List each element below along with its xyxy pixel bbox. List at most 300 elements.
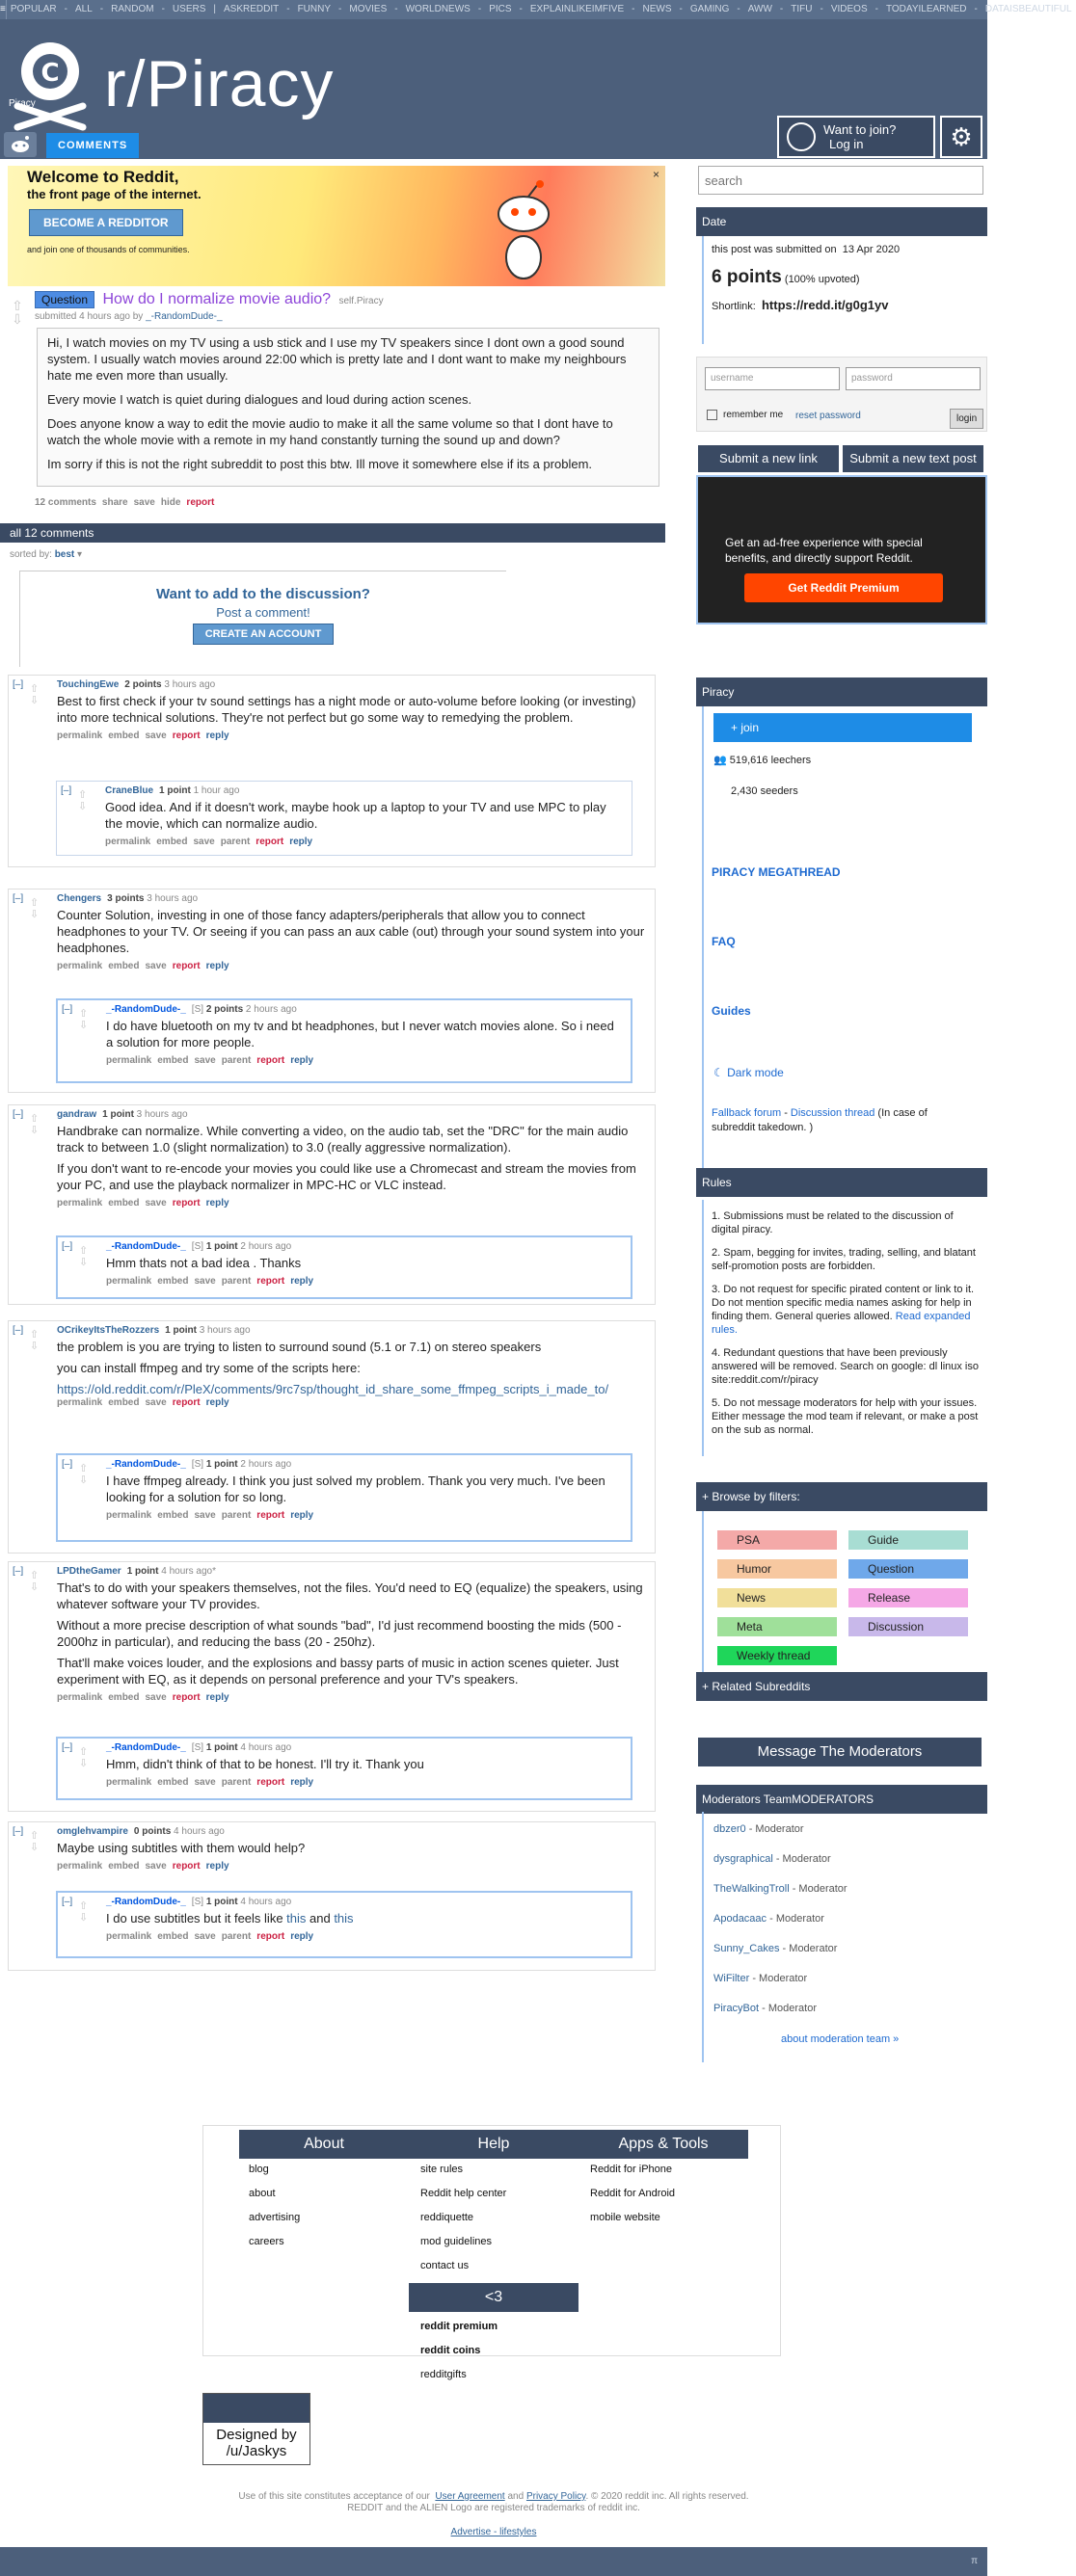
moderator-suffix: - Moderator <box>745 1823 804 1835</box>
moderator-link[interactable]: WiFilter <box>713 1973 750 1984</box>
collapse-toggle[interactable]: [–] <box>13 1826 24 1837</box>
comment-permalink-button[interactable]: permalink <box>105 837 151 847</box>
downvote-icon[interactable]: ⇩ <box>30 1581 40 1593</box>
comment-author[interactable]: TouchingEwe <box>57 679 120 690</box>
users-icon: 👥 <box>713 755 727 766</box>
rule-text: 2. Spam, begging for invites, trading, selling, and blatant self-promotion posts are forbidden. <box>712 1247 976 1272</box>
collapse-toggle[interactable]: [–] <box>13 893 24 904</box>
fallback-forum-link[interactable]: Fallback forum <box>712 1107 782 1119</box>
reddit-alien-icon[interactable] <box>4 132 37 157</box>
filter-news[interactable]: News <box>717 1588 837 1607</box>
password-field[interactable]: password <box>846 367 981 390</box>
comment-reply-button[interactable]: reply <box>289 837 313 847</box>
upvote-icon[interactable]: ⇧ <box>30 1830 40 1842</box>
comment-embed-button[interactable]: embed <box>108 1692 140 1703</box>
comment-paragraph: I have ffmpeg already. I think you just solved my problem. Thank you very much. I've been looking for a solution for so long. <box>106 1474 605 1504</box>
upvote-icon[interactable]: ⇧ <box>30 683 40 695</box>
comment-reply-button[interactable]: reply <box>290 1055 314 1066</box>
top-nav-items <box>7 0 1076 19</box>
rule-text: 5. Do not message moderators for help with your issues. Either message the mod team if relevant, or make a post on the sub as normal. <box>712 1397 979 1436</box>
comment-permalink-button[interactable]: permalink <box>106 1931 152 1942</box>
collapse-toggle[interactable]: [–] <box>13 1566 24 1577</box>
footer-about-link[interactable]: careers <box>249 2236 284 2247</box>
comment-paragraph: That'll make voices louder, and the explosions and bassy parts of music in action scenes quieter. Just experiment with EQ, as it depends on personal preference and your TV's speakers. <box>57 1656 619 1686</box>
comment-save-button[interactable]: save <box>145 1198 167 1208</box>
moderator-link[interactable]: Apodacaac <box>713 1913 767 1925</box>
comment-permalink-button[interactable]: permalink <box>57 1692 103 1703</box>
moderator-suffix: - Moderator <box>749 1973 808 1984</box>
footer-premium-link[interactable]: reddit coins <box>420 2345 481 2356</box>
date-bar: Date <box>696 207 987 236</box>
collapse-toggle[interactable]: [–] <box>61 785 72 796</box>
footer-help-link[interactable]: contact us <box>420 2260 470 2271</box>
moderator-item <box>713 1973 807 1984</box>
footer-apps-heading: Apps & Tools <box>578 2130 748 2159</box>
join-button[interactable]: + join <box>713 713 972 742</box>
submitter-tag: [S] <box>191 1897 206 1907</box>
seeders-count: 2,430 seeders <box>731 785 798 797</box>
collapse-toggle[interactable]: [–] <box>62 1459 73 1470</box>
downvote-icon[interactable]: ⇩ <box>30 909 40 920</box>
comment-author[interactable]: _-RandomDude-_ <box>106 1742 186 1753</box>
comment-report-button[interactable]: report <box>172 730 201 741</box>
username-field[interactable]: username <box>705 367 840 390</box>
moderator-suffix: - Moderator <box>767 1913 824 1925</box>
comment-paragraph <box>106 1910 623 1926</box>
comment-time: 3 hours ago <box>161 679 216 690</box>
comment-embed-button[interactable]: embed <box>156 837 188 847</box>
upvoted-text: (100% upvoted) <box>784 274 860 285</box>
advertise-line <box>0 2527 987 2537</box>
moderator-link[interactable]: Sunny_Cakes <box>713 1943 780 1954</box>
comment-report-button[interactable]: report <box>256 1276 285 1287</box>
comment-reply-button[interactable]: reply <box>290 1510 314 1521</box>
close-icon[interactable]: × <box>652 168 659 181</box>
comment-reply-button[interactable]: reply <box>290 1777 314 1788</box>
jolly-roger-logo-icon[interactable] <box>8 39 90 130</box>
comment-save-button[interactable]: save <box>194 1276 216 1287</box>
discussion-heading: Want to add to the discussion? <box>156 586 370 602</box>
footer-about-link[interactable]: blog <box>249 2164 269 2175</box>
filter-meta[interactable]: Meta <box>717 1617 837 1636</box>
post-save-button[interactable]: save <box>133 497 155 508</box>
nav-item-gaming[interactable]: GAMING <box>689 4 730 14</box>
nav-item-aww[interactable]: AWW <box>747 4 772 14</box>
comment-reply-button[interactable]: reply <box>205 1861 229 1872</box>
collapse-toggle[interactable]: [–] <box>62 1004 73 1015</box>
comment-permalink-button[interactable]: permalink <box>57 1397 103 1408</box>
upvote-icon[interactable]: ⇧ <box>30 1113 40 1125</box>
comment-save-button[interactable]: save <box>145 961 167 971</box>
post-hide-button[interactable]: hide <box>160 497 181 508</box>
comment-embed-button[interactable]: embed <box>157 1777 189 1788</box>
moderator-item <box>713 1883 847 1895</box>
premium-ad <box>696 475 987 624</box>
post-flair[interactable]: Question <box>35 291 94 308</box>
shortlink[interactable]: https://redd.it/g0g1yv <box>761 298 889 312</box>
comment-author[interactable]: LPDtheGamer <box>57 1566 121 1577</box>
comment-buttons <box>105 837 318 847</box>
comment-text: I do use subtitles but it feels like <box>106 1911 287 1925</box>
comment <box>56 1453 632 1542</box>
message-mods-button[interactable]: Message The Moderators <box>698 1738 982 1766</box>
nav-separator: - <box>286 4 290 14</box>
submitter-tag: [S] <box>191 1241 206 1252</box>
comment-points: 1 point <box>159 785 191 796</box>
comment-vote-arrows <box>30 897 39 920</box>
nav-item-askreddit[interactable]: ASKREDDIT <box>223 4 280 14</box>
upvote-icon[interactable]: ⇧ <box>12 298 23 313</box>
nav-item-dataisbeautiful[interactable]: DATAISBEAUTIFUL <box>984 4 1072 14</box>
comment-parent-button[interactable]: parent <box>221 1276 252 1287</box>
upvote-icon[interactable]: ⇧ <box>79 1463 89 1474</box>
comment-body <box>57 1580 647 1692</box>
comment-points: 1 point <box>205 1241 238 1252</box>
upvote-icon[interactable]: ⇧ <box>30 897 40 909</box>
comment-meta <box>57 1109 188 1120</box>
comment-embed-button[interactable]: embed <box>108 961 140 971</box>
comment-embed-button[interactable]: embed <box>157 1931 189 1942</box>
nav-separator: - <box>679 4 683 14</box>
post-title[interactable]: How do I normalize movie audio? <box>102 291 332 307</box>
downvote-icon[interactable]: ⇩ <box>78 801 88 812</box>
designed-by-text[interactable]: Designed by /u/Jaskys <box>216 2427 297 2459</box>
comment-body <box>106 1756 623 1777</box>
comment-reply-button[interactable]: reply <box>205 1692 229 1703</box>
comment-time: 4 hours ago <box>237 1897 292 1907</box>
post-vote-arrows <box>8 299 27 326</box>
comment-author[interactable]: _-RandomDude-_ <box>106 1897 186 1907</box>
footer-help-link[interactable]: mod guidelines <box>420 2236 492 2247</box>
moderator-suffix: - Moderator <box>789 1883 847 1895</box>
comment-parent-button[interactable]: parent <box>221 1510 252 1521</box>
downvote-icon[interactable]: ⇩ <box>79 1020 89 1031</box>
post-share-button[interactable]: share <box>101 497 128 508</box>
submitter-tag: [S] <box>191 1459 206 1470</box>
pi-icon[interactable]: π <box>971 2556 978 2566</box>
post-comment-link[interactable]: Post a comment! <box>216 605 310 620</box>
get-premium-button[interactable]: Get Reddit Premium <box>744 573 943 602</box>
user-agreement-link[interactable]: User Agreement <box>435 2491 505 2502</box>
nav-item-videos[interactable]: VIDEOS <box>830 4 868 14</box>
nav-item-popular[interactable]: POPULAR <box>10 4 57 14</box>
nav-item-worldnews[interactable]: WORLDNEWS <box>405 4 471 14</box>
comment-report-button[interactable]: report <box>256 1055 285 1066</box>
filter-psa[interactable]: PSA <box>717 1530 837 1550</box>
comment-vote-arrows <box>79 1245 88 1268</box>
comment-author[interactable]: OCrikeyItsTheRozzers <box>57 1325 160 1336</box>
comment-reply-button[interactable]: reply <box>290 1276 314 1287</box>
comment-link-this-2[interactable]: this <box>334 1911 354 1925</box>
leechers-count: 519,616 leechers <box>729 755 812 766</box>
chevron-down-icon[interactable]: ▾ <box>77 549 83 560</box>
comment-vote-arrows <box>79 1008 88 1031</box>
comment-parent-button[interactable]: parent <box>221 1931 252 1942</box>
comment-embed-button[interactable]: embed <box>108 1861 140 1872</box>
comment-permalink-button[interactable]: permalink <box>57 1861 103 1872</box>
comment-meta <box>106 1459 291 1470</box>
downvote-icon[interactable]: ⇩ <box>30 695 40 706</box>
comment-author[interactable]: omglehvampire <box>57 1826 128 1837</box>
downvote-icon[interactable]: ⇩ <box>30 1341 40 1352</box>
privacy-policy-link[interactable]: Privacy Policy <box>525 2491 586 2502</box>
footer-about-link[interactable]: about <box>249 2188 276 2199</box>
post-author[interactable]: _-RandomDude-_ <box>146 311 223 322</box>
nav-separator: - <box>974 4 978 14</box>
moderator-link[interactable]: dbzer0 <box>713 1823 746 1835</box>
dark-mode-label: Dark mode <box>727 1066 784 1079</box>
footer-help-link[interactable]: Reddit help center <box>420 2188 507 2199</box>
comment-reply-button[interactable]: reply <box>205 1198 229 1208</box>
post-12-comments-button[interactable]: 12 comments <box>35 497 96 508</box>
nav-item-tifu[interactable]: TIFU <box>791 4 813 14</box>
comment-buttons <box>57 1397 235 1408</box>
submitted-text: submitted 4 hours ago by <box>35 311 144 322</box>
guides-link[interactable]: Guides <box>712 1004 751 1018</box>
comment-report-button[interactable]: report <box>256 837 284 847</box>
filter-guide[interactable]: Guide <box>848 1530 968 1550</box>
comment-time: 4 hours ago <box>237 1742 292 1753</box>
comment-time: 3 hours ago <box>196 1325 251 1336</box>
comment-parent-button[interactable]: parent <box>221 1777 252 1788</box>
comment-permalink-button[interactable]: permalink <box>106 1777 152 1788</box>
footer-apps-link[interactable]: Reddit for Android <box>590 2188 676 2199</box>
post-buttons <box>35 497 220 508</box>
comment <box>56 781 632 856</box>
downvote-icon[interactable]: ⇩ <box>12 311 23 327</box>
comment-reply-button[interactable]: reply <box>205 961 229 971</box>
collapse-toggle[interactable]: [–] <box>62 1897 73 1907</box>
comment-report-button[interactable]: report <box>256 1777 285 1788</box>
collapse-toggle[interactable]: [–] <box>13 1109 24 1120</box>
fallback-note: (In case of subreddit takedown. ) <box>712 1107 928 1133</box>
nav-item-funny[interactable]: FUNNY <box>297 4 332 14</box>
comment-paragraph: If you don't want to re-encode your movies you could like use a Chromecast and stream the movies from your PC, and use the playback normalizer in MPC-HC or VLC instead. <box>57 1161 636 1192</box>
megathread-link[interactable]: PIRACY MEGATHREAD <box>712 865 841 879</box>
nav-separator: - <box>779 4 784 14</box>
become-redditor-button[interactable]: BECOME A REDDITOR <box>29 209 183 236</box>
nav-item-news[interactable]: NEWS <box>642 4 672 14</box>
moderator-link[interactable]: TheWalkingTroll <box>713 1883 790 1895</box>
comment-author[interactable]: gandraw <box>57 1109 97 1120</box>
comment-permalink-button[interactable]: permalink <box>106 1276 152 1287</box>
advertise-link[interactable]: Advertise - lifestyles <box>450 2527 537 2537</box>
downvote-icon[interactable]: ⇩ <box>79 1474 89 1486</box>
upvote-icon[interactable]: ⇧ <box>79 1008 89 1020</box>
comment-reply-button[interactable]: reply <box>290 1931 314 1942</box>
downvote-icon[interactable]: ⇩ <box>30 1842 40 1853</box>
comment-buttons <box>106 1510 319 1521</box>
comment-author[interactable]: _-RandomDude-_ <box>106 1459 186 1470</box>
post-selftext <box>37 328 659 487</box>
remember-me-checkbox[interactable] <box>707 410 783 420</box>
related-subreddits-bar[interactable]: + Related Subreddits <box>696 1672 987 1701</box>
comment-save-button[interactable]: save <box>145 1692 167 1703</box>
upvote-icon[interactable]: ⇧ <box>79 1900 89 1912</box>
upvote-icon[interactable]: ⇧ <box>78 789 88 801</box>
nav-item-explainlikeimfive[interactable]: EXPLAINLIKEIMFIVE <box>529 4 625 14</box>
nav-item-pics[interactable]: PICS <box>489 4 512 14</box>
comment-link-this[interactable]: this <box>286 1911 307 1925</box>
downvote-icon[interactable]: ⇩ <box>79 1257 89 1268</box>
filter-weekly-thread[interactable]: Weekly thread <box>717 1646 837 1665</box>
upvote-icon[interactable]: ⇧ <box>30 1329 40 1341</box>
comment-author[interactable]: CraneBlue <box>105 785 154 796</box>
nav-separator: - <box>161 4 165 14</box>
collapse-toggle[interactable]: [–] <box>13 679 24 690</box>
tab-comments[interactable]: COMMENTS <box>46 133 139 158</box>
upvote-icon[interactable]: ⇧ <box>79 1746 89 1758</box>
comment-report-button[interactable]: report <box>172 1198 201 1208</box>
footer-about-link[interactable]: advertising <box>249 2212 301 2223</box>
search-input[interactable] <box>698 166 983 195</box>
comment-points: 2 points <box>124 679 162 690</box>
comment-save-button[interactable]: save <box>145 1861 167 1872</box>
comment-paragraph: Handbrake can normalize. While converting a video, on the audio tab, set the "DRC" for the main audio track to between 1.0 (slight normalization) to 3.0 (really aggressive normalization). <box>57 1124 629 1155</box>
comment-parent-button[interactable]: parent <box>220 837 251 847</box>
dark-mode-toggle[interactable] <box>713 1066 784 1079</box>
footer-help-link[interactable]: site rules <box>420 2164 464 2175</box>
comment-embed-button[interactable]: embed <box>157 1510 189 1521</box>
comment-author[interactable]: _-RandomDude-_ <box>106 1241 186 1252</box>
comment-save-button[interactable]: save <box>145 1397 167 1408</box>
footer-apps-link[interactable]: mobile website <box>590 2212 660 2223</box>
all-comments-bar: all 12 comments <box>0 523 665 543</box>
moderator-item <box>713 1943 837 1954</box>
post-report-button[interactable]: report <box>186 497 215 508</box>
comment-author[interactable]: Chengers <box>57 893 102 904</box>
comment-author[interactable]: _-RandomDude-_ <box>106 1004 186 1015</box>
downvote-icon[interactable]: ⇩ <box>30 1125 40 1136</box>
filter-question[interactable]: Question <box>848 1559 968 1579</box>
nav-item-all[interactable]: ALL <box>74 4 93 14</box>
comment-time: 2 hours ago <box>237 1241 292 1252</box>
legal-and: and <box>507 2491 525 2502</box>
about-moderation-link[interactable]: about moderation team » <box>781 2033 900 2045</box>
comment-report-button[interactable]: report <box>256 1931 285 1942</box>
comment-report-button[interactable]: report <box>172 1861 201 1872</box>
comment-report-button[interactable]: report <box>172 961 201 971</box>
nav-item-users[interactable]: USERS <box>172 4 206 14</box>
login-text: Log in <box>829 137 864 151</box>
subreddit-title[interactable]: r/Piracy <box>104 47 335 120</box>
downvote-icon[interactable]: ⇩ <box>79 1912 89 1924</box>
comment-body <box>57 1123 647 1198</box>
submit-link-button[interactable]: Submit a new link <box>698 445 839 472</box>
comment-permalink-button[interactable]: permalink <box>57 961 103 971</box>
comment-embed-button[interactable]: embed <box>108 730 140 741</box>
login-button[interactable]: login <box>950 409 983 429</box>
comment-link[interactable]: https://old.reddit.com/r/PleX/comments/9rc7sp/thought_id_share_some_ffmpeg_scripts_i_made_to/ <box>57 1382 609 1396</box>
comment-time: 2 hours ago <box>243 1004 297 1015</box>
nav-item-random[interactable]: RANDOM <box>111 4 154 14</box>
menu-icon[interactable]: ≡ <box>0 0 7 19</box>
read-rules-link[interactable]: Read expanded rules. <box>712 1311 971 1336</box>
comment-embed-button[interactable]: embed <box>157 1276 189 1287</box>
banner-small-text: and join one of thousands of communities. <box>27 245 190 254</box>
comment-reply-button[interactable]: reply <box>205 1397 229 1408</box>
collapse-toggle[interactable]: [–] <box>62 1742 73 1753</box>
collapse-toggle[interactable]: [–] <box>62 1241 73 1252</box>
post-domain[interactable]: self.Piracy <box>338 296 384 306</box>
nav-item-todayilearned[interactable]: TODAYILEARNED <box>885 4 967 14</box>
comment-points: 1 point <box>205 1897 238 1907</box>
comment-embed-button[interactable]: embed <box>108 1198 140 1208</box>
rules-list <box>702 1200 987 1456</box>
comment-save-button[interactable]: save <box>194 1931 216 1942</box>
bottom-bar <box>0 2547 987 2576</box>
comment-buttons <box>106 1777 319 1788</box>
comment-vote-arrows <box>30 683 39 706</box>
comment-embed-button[interactable]: embed <box>108 1397 140 1408</box>
comment-body <box>106 1910 623 1931</box>
filter-discussion[interactable]: Discussion <box>848 1617 968 1636</box>
footer-premium-link[interactable]: reddit premium <box>420 2321 498 2332</box>
comment-report-button[interactable]: report <box>256 1510 285 1521</box>
comment-report-button[interactable]: report <box>172 1397 201 1408</box>
create-account-button[interactable]: CREATE AN ACCOUNT <box>193 624 335 645</box>
comment-save-button[interactable]: save <box>193 837 215 847</box>
legal-trademark: REDDIT and the ALIEN Logo are registered trademarks of reddit inc. <box>347 2503 640 2513</box>
footer-gifts-link[interactable]: redditgifts <box>420 2369 467 2380</box>
rule-item <box>712 1283 980 1337</box>
subreddit-name-bar: Piracy <box>696 677 987 706</box>
moderator-link[interactable]: dysgraphical <box>713 1853 773 1865</box>
submitter-tag: [S] <box>191 1742 206 1753</box>
comment-save-button[interactable]: save <box>194 1055 216 1066</box>
collapse-toggle[interactable]: [–] <box>13 1325 24 1336</box>
nav-item-movies[interactable]: MOVIES <box>349 4 388 14</box>
moderator-link[interactable]: PiracyBot <box>713 2003 760 2014</box>
filter-humor[interactable]: Humor <box>717 1559 837 1579</box>
sort-dropdown[interactable]: best <box>54 549 75 560</box>
comment-permalink-button[interactable]: permalink <box>57 1198 103 1208</box>
footer-apps-link[interactable]: Reddit for iPhone <box>590 2164 672 2175</box>
comment-meta <box>105 785 239 796</box>
comment-points: 1 point <box>126 1566 159 1577</box>
comment-save-button[interactable]: save <box>145 730 167 741</box>
comment-reply-button[interactable]: reply <box>205 730 229 741</box>
submit-text-button[interactable]: Submit a new text post <box>843 445 983 472</box>
gear-icon[interactable]: ⚙ <box>940 116 982 158</box>
reset-password-link[interactable]: reset password <box>795 411 861 421</box>
join-text: Want to join? <box>823 122 897 137</box>
comment-parent-button[interactable]: parent <box>221 1055 252 1066</box>
filters-bar[interactable]: + Browse by filters: <box>696 1482 987 1511</box>
comment <box>56 1235 632 1299</box>
comment-permalink-button[interactable]: permalink <box>57 730 103 741</box>
discussion-thread-link[interactable]: Discussion thread <box>790 1107 875 1119</box>
comment-permalink-button[interactable]: permalink <box>106 1055 152 1066</box>
comment-report-button[interactable]: report <box>172 1692 201 1703</box>
comment-permalink-button[interactable]: permalink <box>106 1510 152 1521</box>
comment-time: 3 hours ago <box>144 893 199 904</box>
upvote-icon[interactable]: ⇧ <box>30 1570 40 1581</box>
moderator-item <box>713 1853 831 1865</box>
join-login-button[interactable] <box>777 116 935 158</box>
comment-save-button[interactable]: save <box>194 1777 216 1788</box>
upvote-icon[interactable]: ⇧ <box>79 1245 89 1257</box>
filter-release[interactable]: Release <box>848 1588 968 1607</box>
faq-link[interactable]: FAQ <box>712 935 736 948</box>
comment-save-button[interactable]: save <box>194 1510 216 1521</box>
downvote-icon[interactable]: ⇩ <box>79 1758 89 1769</box>
footer-about-heading: About <box>239 2130 409 2159</box>
comment-body <box>106 1018 623 1055</box>
post-info <box>702 236 982 344</box>
comment-embed-button[interactable]: embed <box>157 1055 189 1066</box>
footer-help-link[interactable]: reddiquette <box>420 2212 474 2223</box>
